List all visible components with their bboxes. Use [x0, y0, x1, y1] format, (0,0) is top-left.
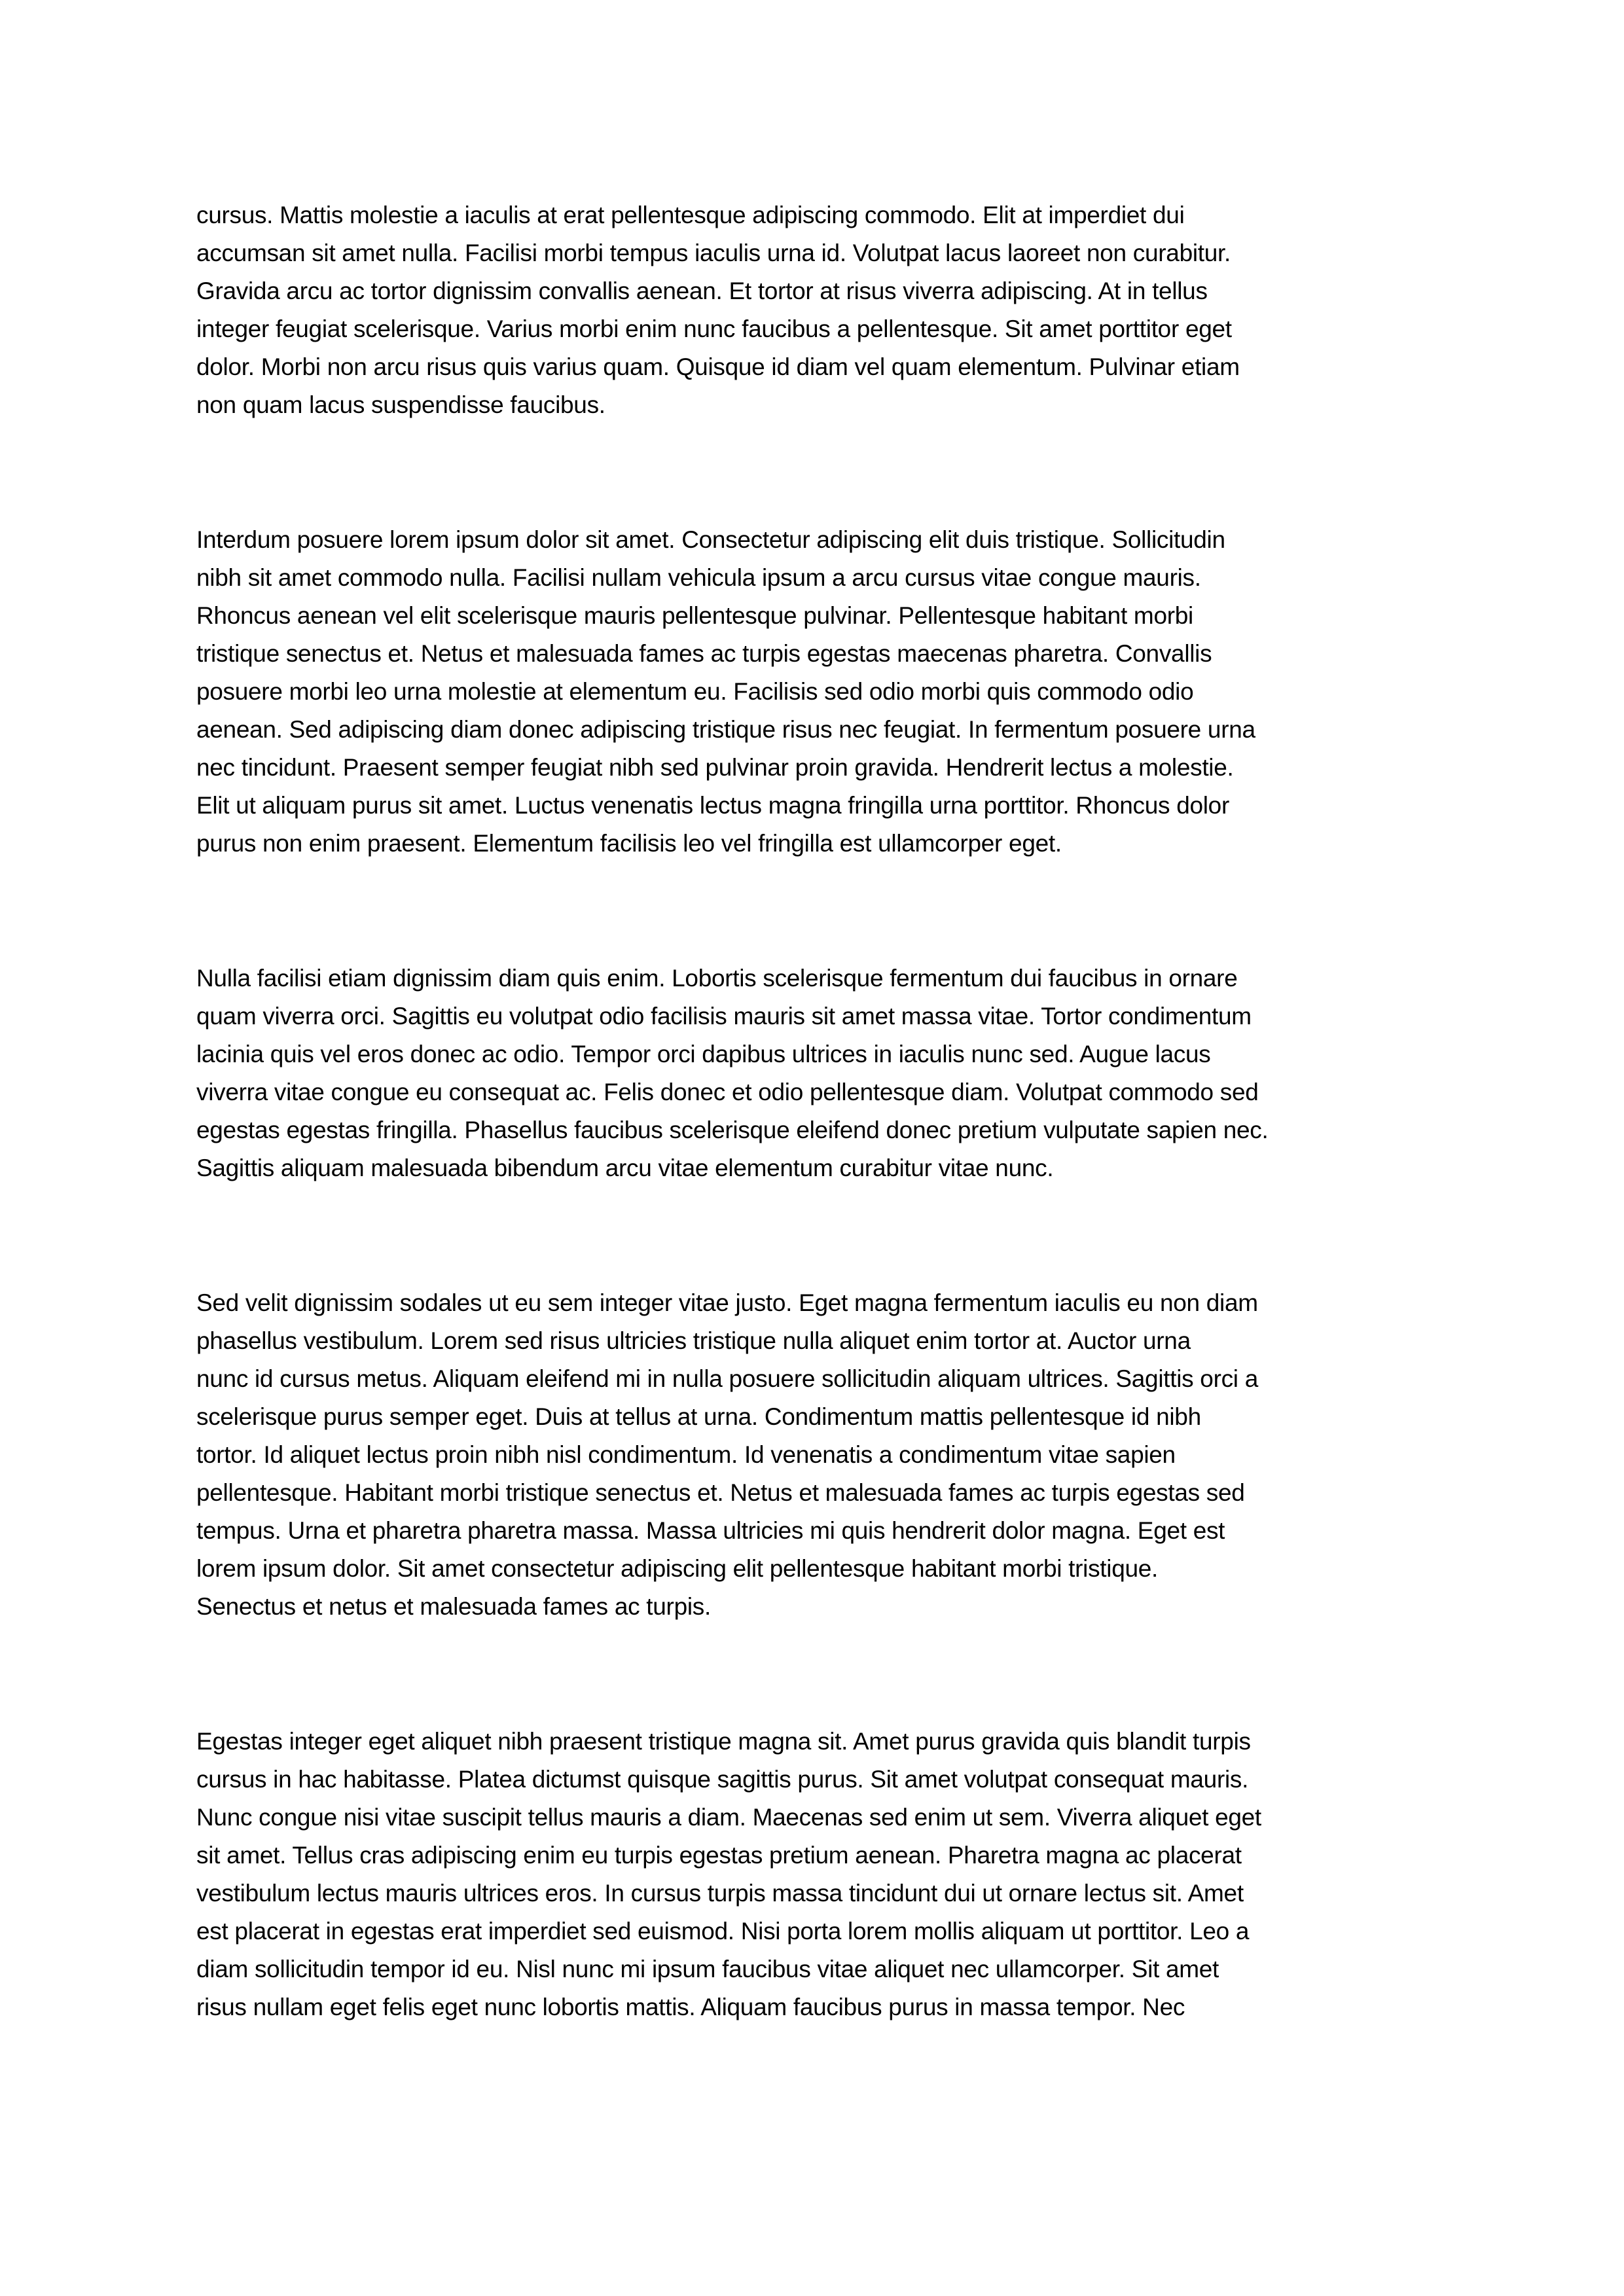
paragraph — [196, 960, 1428, 1187]
text-line: Sed velit dignissim sodales ut eu sem integer vitae justo. Eget magna fermentum iaculis eu non diam — [196, 1289, 1258, 1316]
text-line: vestibulum lectus mauris ultrices eros. In cursus turpis massa tincidunt dui ut ornare lectus sit. Amet — [196, 1880, 1244, 1907]
text-line: tortor. Id aliquet lectus proin nibh nisl condimentum. Id venenatis a condimentum vitae sapien — [196, 1441, 1176, 1468]
page-text — [196, 196, 1428, 2026]
text-line: phasellus vestibulum. Lorem sed risus ultricies tristique nulla aliquet enim tortor at. Auctor urna — [196, 1327, 1191, 1354]
text-line: Senectus et netus et malesuada fames ac turpis. — [196, 1593, 711, 1620]
text-line: Gravida arcu ac tortor dignissim convallis aenean. Et tortor at risus viverra adipiscing. At in tellus — [196, 278, 1208, 304]
text-line: posuere morbi leo urna molestie at elementum eu. Facilisis sed odio morbi quis commodo odio — [196, 678, 1194, 705]
text-line: Rhoncus aenean vel elit scelerisque mauris pellentesque pulvinar. Pellentesque habitant morbi — [196, 602, 1193, 629]
paragraph — [196, 196, 1428, 424]
text-line: Interdum posuere lorem ipsum dolor sit amet. Consectetur adipiscing elit duis tristique. Sollicitudin — [196, 526, 1225, 553]
text-line: nec tincidunt. Praesent semper feugiat nibh sed pulvinar proin gravida. Hendrerit lectus a molestie. — [196, 754, 1234, 781]
text-line: quam viverra orci. Sagittis eu volutpat odio facilisis mauris sit amet massa vitae. Tortor condimentum — [196, 1003, 1252, 1030]
text-line: lorem ipsum dolor. Sit amet consectetur adipiscing elit pellentesque habitant morbi tristique. — [196, 1555, 1159, 1582]
text-line: tristique senectus et. Netus et malesuada fames ac turpis egestas maecenas pharetra. Convallis — [196, 640, 1212, 667]
text-line: diam sollicitudin tempor id eu. Nisl nunc mi ipsum faucibus vitae aliquet nec ullamcorper. Sit amet — [196, 1956, 1219, 1982]
text-line: Nulla facilisi etiam dignissim diam quis enim. Lobortis scelerisque fermentum dui faucibus in ornare — [196, 965, 1238, 992]
text-line: aenean. Sed adipiscing diam donec adipiscing tristique risus nec feugiat. In fermentum posuere urna — [196, 716, 1255, 743]
text-line: est placerat in egestas erat imperdiet sed euismod. Nisi porta lorem mollis aliquam ut porttitor. Leo a — [196, 1918, 1250, 1945]
text-line: nibh sit amet commodo nulla. Facilisi nullam vehicula ipsum a arcu cursus vitae congue mauris. — [196, 564, 1201, 591]
paragraph — [196, 1284, 1428, 1626]
text-line: pellentesque. Habitant morbi tristique senectus et. Netus et malesuada fames ac turpis egestas sed — [196, 1479, 1245, 1506]
text-line: Elit ut aliquam purus sit amet. Luctus venenatis lectus magna fringilla urna porttitor. Rhoncus dolor — [196, 792, 1229, 819]
text-line: Nunc congue nisi vitae suscipit tellus mauris a diam. Maecenas sed enim ut sem. Viverra aliquet eget — [196, 1804, 1261, 1831]
paragraph — [196, 521, 1428, 863]
text-line: nunc id cursus metus. Aliquam eleifend mi in nulla posuere sollicitudin aliquam ultrices. Sagittis orci a — [196, 1365, 1258, 1392]
text-line: lacinia quis vel eros donec ac odio. Tempor orci dapibus ultrices in iaculis nunc sed. Augue lacus — [196, 1041, 1211, 1067]
text-line: egestas egestas fringilla. Phasellus faucibus scelerisque eleifend donec pretium vulputate sapien nec. — [196, 1117, 1269, 1143]
text-line: Egestas integer eget aliquet nibh praesent tristique magna sit. Amet purus gravida quis blandit turpis — [196, 1728, 1251, 1755]
text-line: sit amet. Tellus cras adipiscing enim eu turpis egestas pretium aenean. Pharetra magna ac placerat — [196, 1842, 1242, 1869]
text-line: cursus. Mattis molestie a iaculis at erat pellentesque adipiscing commodo. Elit at imperdiet dui — [196, 202, 1185, 228]
text-line: risus nullam eget felis eget nunc lobortis mattis. Aliquam faucibus purus in massa tempor. Nec — [196, 1994, 1185, 2020]
text-line: purus non enim praesent. Elementum facilisis leo vel fringilla est ullamcorper eget. — [196, 830, 1062, 857]
text-line: accumsan sit amet nulla. Facilisi morbi tempus iaculis urna id. Volutpat lacus laoreet non curabitur. — [196, 240, 1231, 266]
text-line: non quam lacus suspendisse faucibus. — [196, 391, 605, 418]
text-line: dolor. Morbi non arcu risus quis varius quam. Quisque id diam vel quam elementum. Pulvinar etiam — [196, 353, 1240, 380]
text-line: viverra vitae congue eu consequat ac. Felis donec et odio pellentesque diam. Volutpat commodo sed — [196, 1079, 1259, 1105]
text-line: integer feugiat scelerisque. Varius morbi enim nunc faucibus a pellentesque. Sit amet porttitor eget — [196, 315, 1232, 342]
paragraph — [196, 1723, 1428, 2026]
text-line: Sagittis aliquam malesuada bibendum arcu vitae elementum curabitur vitae nunc. — [196, 1155, 1054, 1181]
text-line: tempus. Urna et pharetra pharetra massa. Massa ultricies mi quis hendrerit dolor magna. Eget est — [196, 1517, 1225, 1544]
text-line: cursus in hac habitasse. Platea dictumst quisque sagittis purus. Sit amet volutpat consequat mauris. — [196, 1766, 1249, 1793]
text-line: scelerisque purus semper eget. Duis at tellus at urna. Condimentum mattis pellentesque id nibh — [196, 1403, 1201, 1430]
